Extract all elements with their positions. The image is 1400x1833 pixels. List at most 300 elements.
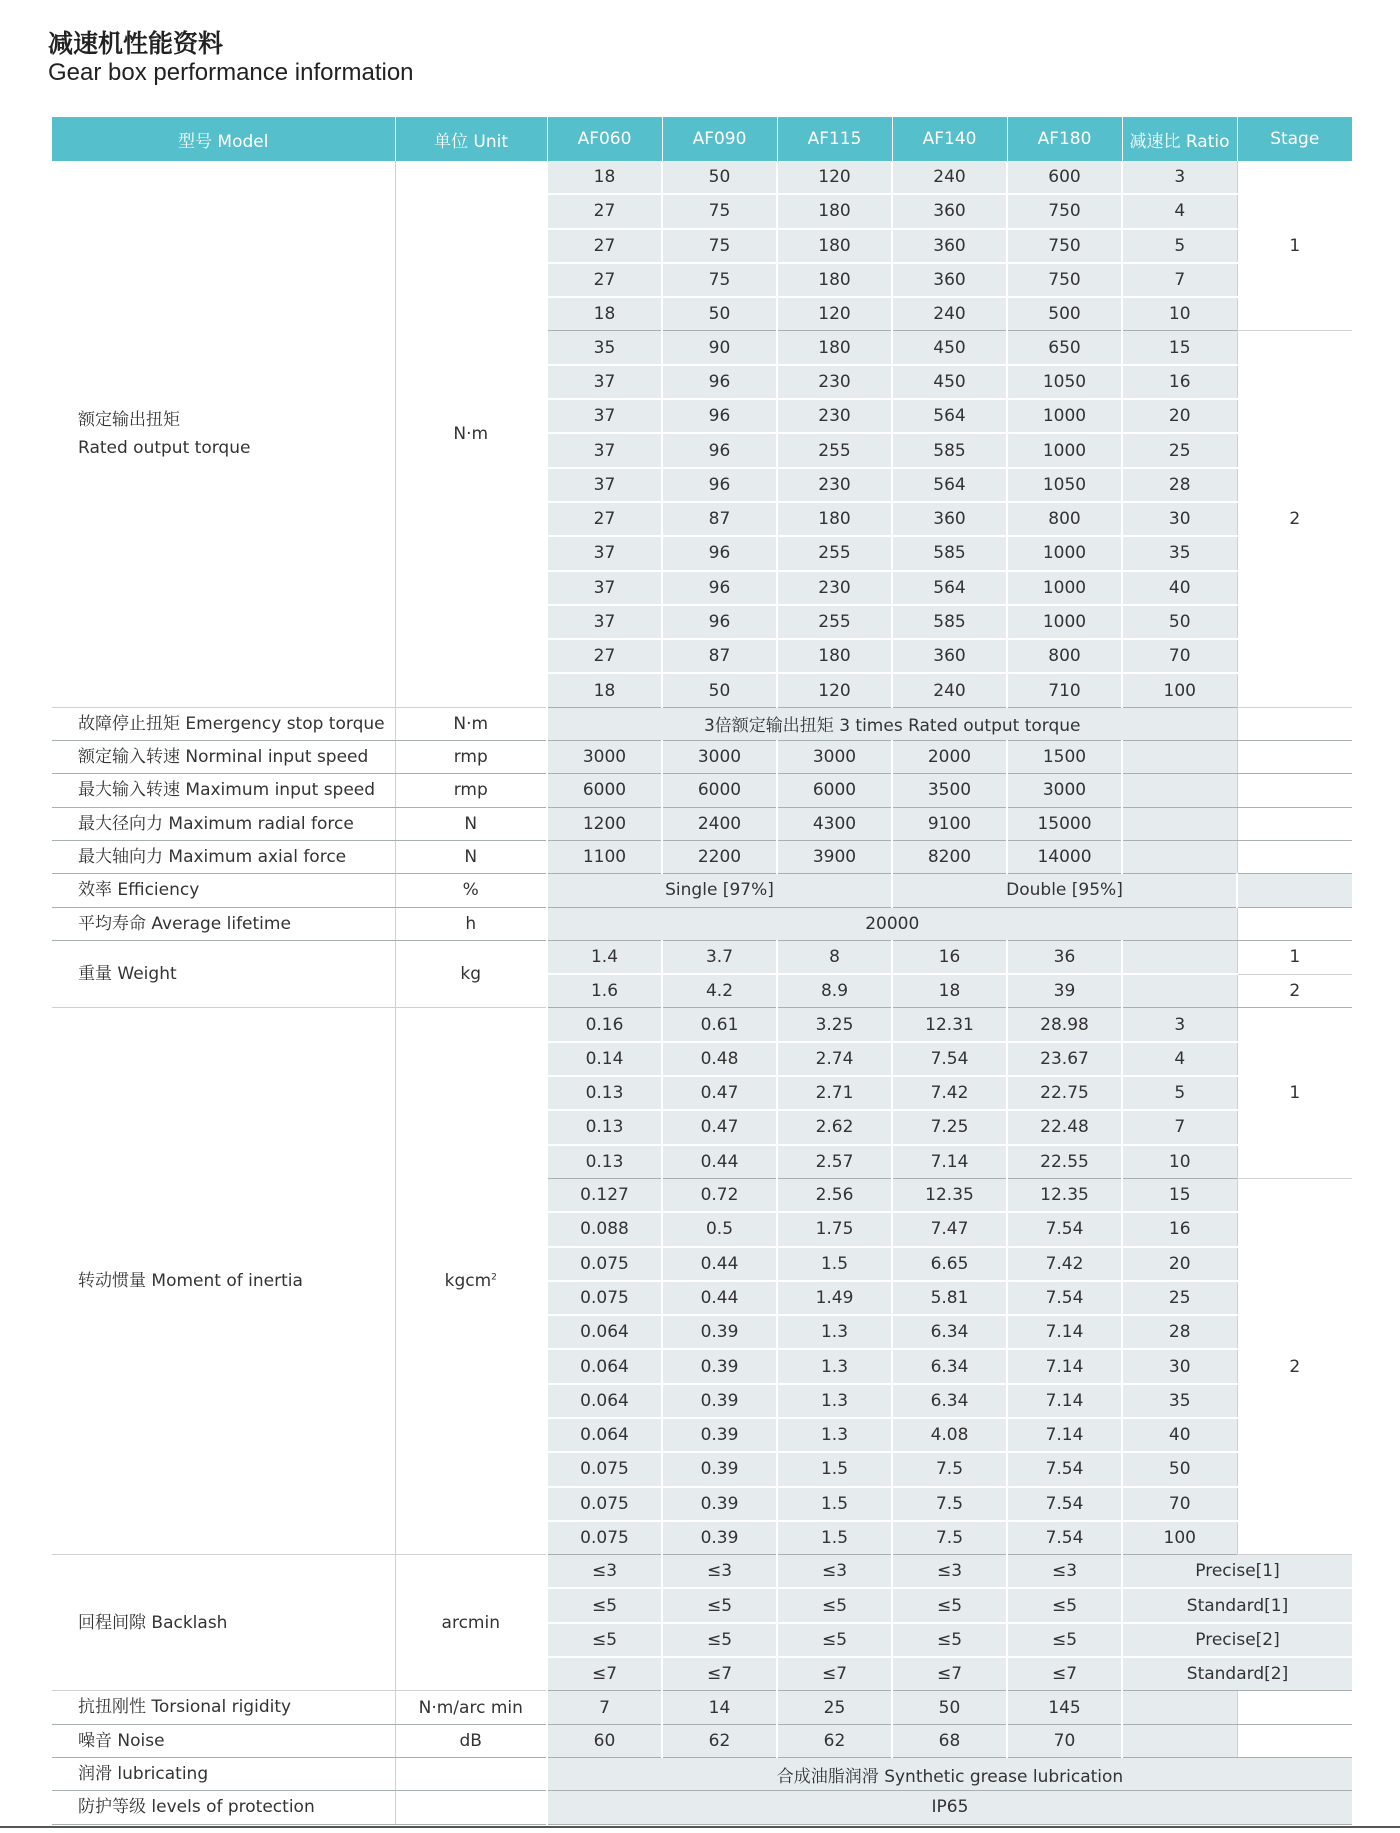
nominal-speed-unit: rmp bbox=[395, 741, 547, 774]
torque-value: 800 bbox=[1007, 639, 1122, 673]
torque-value: 96 bbox=[662, 365, 777, 399]
inertia-ratio: 20 bbox=[1122, 1247, 1237, 1281]
torque-value: 240 bbox=[892, 673, 1007, 707]
inertia-ratio: 25 bbox=[1122, 1281, 1237, 1315]
weight-stage: 1 bbox=[1237, 940, 1352, 974]
inertia-value: 22.75 bbox=[1007, 1076, 1122, 1110]
inertia-ratio: 100 bbox=[1122, 1521, 1237, 1555]
nominal-speed-label: 额定输入转速 Norminal input speed bbox=[52, 741, 395, 774]
inertia-value: 0.13 bbox=[547, 1076, 662, 1110]
inertia-value: 1.5 bbox=[777, 1487, 892, 1521]
inertia-value: 0.44 bbox=[662, 1145, 777, 1179]
torque-value: 37 bbox=[547, 571, 662, 605]
torque-value: 96 bbox=[662, 399, 777, 433]
axial-force-value: 14000 bbox=[1007, 840, 1122, 873]
torque-unit: N·m bbox=[395, 161, 547, 707]
inertia-value: 0.39 bbox=[662, 1315, 777, 1349]
torque-value: 37 bbox=[547, 399, 662, 433]
protection-row bbox=[52, 1791, 1352, 1824]
axial-force-row bbox=[52, 840, 1352, 873]
empty-cell bbox=[1122, 774, 1237, 807]
weight-row bbox=[52, 940, 1352, 974]
nominal-speed-row bbox=[52, 741, 1352, 774]
axial-force-value: 1100 bbox=[547, 840, 662, 873]
inertia-value: 7.5 bbox=[892, 1487, 1007, 1521]
header-af180: AF180 bbox=[1007, 117, 1122, 161]
inertia-value: 7.5 bbox=[892, 1521, 1007, 1555]
weight-value: 3.7 bbox=[662, 940, 777, 974]
inertia-value: 0.13 bbox=[547, 1145, 662, 1179]
backlash-value: ≤5 bbox=[892, 1588, 1007, 1622]
inertia-unit bbox=[395, 1008, 547, 1555]
torque-value: 37 bbox=[547, 605, 662, 639]
empty-cell bbox=[1237, 1724, 1352, 1757]
header-af115: AF115 bbox=[777, 117, 892, 161]
inertia-value: 0.16 bbox=[547, 1008, 662, 1042]
torque-value: 37 bbox=[547, 536, 662, 570]
max-speed-value: 6000 bbox=[777, 774, 892, 807]
torque-value: 37 bbox=[547, 468, 662, 502]
torque-value: 96 bbox=[662, 536, 777, 570]
weight-value: 18 bbox=[892, 974, 1007, 1008]
torque-ratio: 4 bbox=[1122, 194, 1237, 228]
backlash-grade: Standard[1] bbox=[1122, 1588, 1352, 1622]
torque-value: 1000 bbox=[1007, 571, 1122, 605]
inertia-value: 7.54 bbox=[1007, 1281, 1122, 1315]
inertia-ratio: 5 bbox=[1122, 1076, 1237, 1110]
backlash-value: ≤7 bbox=[662, 1657, 777, 1691]
torque-value: 50 bbox=[662, 297, 777, 331]
weight-value: 8 bbox=[777, 940, 892, 974]
performance-table-container bbox=[52, 117, 1352, 1825]
backlash-grade: Precise[1] bbox=[1122, 1555, 1352, 1589]
inertia-ratio: 16 bbox=[1122, 1212, 1237, 1246]
torque-ratio: 25 bbox=[1122, 433, 1237, 467]
inertia-value: 2.57 bbox=[777, 1145, 892, 1179]
backlash-value: ≤7 bbox=[777, 1657, 892, 1691]
torque-label-en: Rated output torque bbox=[78, 437, 251, 458]
backlash-value: ≤3 bbox=[662, 1555, 777, 1589]
torque-value: 450 bbox=[892, 365, 1007, 399]
inertia-label: 转动惯量 Moment of inertia bbox=[52, 1008, 395, 1555]
torque-value: 360 bbox=[892, 194, 1007, 228]
inertia-value: 2.74 bbox=[777, 1042, 892, 1076]
max-speed-value: 3500 bbox=[892, 774, 1007, 807]
backlash-unit: arcmin bbox=[395, 1555, 547, 1691]
torque-value: 120 bbox=[777, 297, 892, 331]
weight-value: 1.4 bbox=[547, 940, 662, 974]
emergency-label: 故障停止扭矩 Emergency stop torque bbox=[52, 707, 395, 740]
torque-value: 27 bbox=[547, 229, 662, 263]
max-speed-value: 6000 bbox=[662, 774, 777, 807]
backlash-value: ≤5 bbox=[777, 1623, 892, 1657]
torque-value: 750 bbox=[1007, 194, 1122, 228]
inertia-ratio: 28 bbox=[1122, 1315, 1237, 1349]
weight-stage: 2 bbox=[1237, 974, 1352, 1008]
torque-value: 96 bbox=[662, 433, 777, 467]
page-title-en: Gear box performance information bbox=[48, 59, 414, 86]
backlash-value: ≤3 bbox=[777, 1555, 892, 1589]
axial-force-value: 8200 bbox=[892, 840, 1007, 873]
empty-cell bbox=[1237, 840, 1352, 873]
header-unit: 单位 Unit bbox=[395, 117, 547, 161]
torque-value: 230 bbox=[777, 365, 892, 399]
torque-ratio: 7 bbox=[1122, 263, 1237, 297]
inertia-value: 0.075 bbox=[547, 1487, 662, 1521]
table-header bbox=[52, 117, 1352, 161]
torque-value: 585 bbox=[892, 605, 1007, 639]
inertia-value: 6.34 bbox=[892, 1315, 1007, 1349]
header-stage: Stage bbox=[1237, 117, 1352, 161]
torque-ratio: 100 bbox=[1122, 673, 1237, 707]
inertia-value: 0.39 bbox=[662, 1418, 777, 1452]
efficiency-row bbox=[52, 874, 1352, 907]
torque-ratio: 15 bbox=[1122, 331, 1237, 365]
lubricating-unit bbox=[395, 1757, 547, 1790]
radial-force-value: 1200 bbox=[547, 807, 662, 840]
inertia-value: 7.14 bbox=[1007, 1418, 1122, 1452]
torque-value: 180 bbox=[777, 331, 892, 365]
lubricating-value: 合成油脂润滑 Synthetic grease lubrication bbox=[547, 1757, 1352, 1790]
inertia-value: 0.39 bbox=[662, 1349, 777, 1383]
torque-ratio: 50 bbox=[1122, 605, 1237, 639]
torque-ratio: 10 bbox=[1122, 297, 1237, 331]
nominal-speed-value: 2000 bbox=[892, 741, 1007, 774]
inertia-value: 22.48 bbox=[1007, 1110, 1122, 1144]
efficiency-double: Double [95%] bbox=[892, 874, 1237, 907]
inertia-value: 0.44 bbox=[662, 1281, 777, 1315]
torque-value: 75 bbox=[662, 194, 777, 228]
inertia-value: 3.25 bbox=[777, 1008, 892, 1042]
torque-value: 75 bbox=[662, 229, 777, 263]
torque-value: 255 bbox=[777, 605, 892, 639]
noise-value: 62 bbox=[662, 1724, 777, 1757]
inertia-value: 7.54 bbox=[1007, 1212, 1122, 1246]
torque-value: 500 bbox=[1007, 297, 1122, 331]
backlash-grade: Precise[2] bbox=[1122, 1623, 1352, 1657]
torque-value: 230 bbox=[777, 571, 892, 605]
empty-cell bbox=[1122, 1724, 1237, 1757]
empty-cell bbox=[1237, 907, 1352, 940]
header-af090: AF090 bbox=[662, 117, 777, 161]
noise-label: 噪音 Noise bbox=[52, 1724, 395, 1757]
torque-ratio: 5 bbox=[1122, 229, 1237, 263]
rigidity-value: 25 bbox=[777, 1691, 892, 1724]
inertia-value: 1.3 bbox=[777, 1315, 892, 1349]
inertia-value: 1.5 bbox=[777, 1521, 892, 1555]
empty-cell bbox=[1122, 940, 1237, 974]
torque-value: 27 bbox=[547, 194, 662, 228]
inertia-value: 2.62 bbox=[777, 1110, 892, 1144]
rigidity-unit: N·m/arc min bbox=[395, 1691, 547, 1724]
inertia-ratio: 10 bbox=[1122, 1145, 1237, 1179]
header-af140: AF140 bbox=[892, 117, 1007, 161]
nominal-speed-value: 3000 bbox=[662, 741, 777, 774]
lifetime-label: 平均寿命 Average lifetime bbox=[52, 907, 395, 940]
torque-value: 1050 bbox=[1007, 365, 1122, 399]
inertia-value: 0.064 bbox=[547, 1384, 662, 1418]
noise-value: 62 bbox=[777, 1724, 892, 1757]
torque-value: 87 bbox=[662, 502, 777, 536]
inertia-unit-sup: 2 bbox=[491, 1272, 497, 1283]
torque-value: 564 bbox=[892, 571, 1007, 605]
weight-value: 1.6 bbox=[547, 974, 662, 1008]
inertia-value: 7.25 bbox=[892, 1110, 1007, 1144]
inertia-value: 2.71 bbox=[777, 1076, 892, 1110]
radial-force-label: 最大径向力 Maximum radial force bbox=[52, 807, 395, 840]
inertia-stage-2: 2 bbox=[1237, 1178, 1352, 1554]
radial-force-value: 4300 bbox=[777, 807, 892, 840]
noise-value: 60 bbox=[547, 1724, 662, 1757]
inertia-value: 0.47 bbox=[662, 1110, 777, 1144]
torque-value: 87 bbox=[662, 639, 777, 673]
torque-value: 360 bbox=[892, 229, 1007, 263]
torque-value: 650 bbox=[1007, 331, 1122, 365]
nominal-speed-value: 3000 bbox=[777, 741, 892, 774]
inertia-stage-1: 1 bbox=[1237, 1008, 1352, 1178]
inertia-value: 0.075 bbox=[547, 1452, 662, 1486]
inertia-value: 12.35 bbox=[1007, 1178, 1122, 1212]
inertia-value: 7.14 bbox=[892, 1145, 1007, 1179]
backlash-value: ≤5 bbox=[777, 1588, 892, 1622]
axial-force-value: 2200 bbox=[662, 840, 777, 873]
header-ratio: 减速比 Ratio bbox=[1122, 117, 1237, 161]
protection-value: IP65 bbox=[547, 1791, 1352, 1824]
empty-cell bbox=[1237, 707, 1352, 740]
backlash-value: ≤3 bbox=[547, 1555, 662, 1589]
noise-value: 70 bbox=[1007, 1724, 1122, 1757]
torque-value: 1000 bbox=[1007, 605, 1122, 639]
torque-value: 180 bbox=[777, 639, 892, 673]
weight-value: 8.9 bbox=[777, 974, 892, 1008]
radial-force-row bbox=[52, 807, 1352, 840]
lubricating-row bbox=[52, 1757, 1352, 1790]
table-body bbox=[52, 161, 1352, 1824]
bottom-divider bbox=[0, 1826, 1400, 1828]
torque-value: 27 bbox=[547, 263, 662, 297]
rigidity-value: 14 bbox=[662, 1691, 777, 1724]
inertia-value: 0.088 bbox=[547, 1212, 662, 1246]
torque-value: 1000 bbox=[1007, 399, 1122, 433]
backlash-value: ≤5 bbox=[1007, 1623, 1122, 1657]
torque-value: 750 bbox=[1007, 229, 1122, 263]
lifetime-unit: h bbox=[395, 907, 547, 940]
torque-label-zh: 额定输出扭矩 bbox=[78, 409, 180, 430]
weight-value: 36 bbox=[1007, 940, 1122, 974]
inertia-ratio: 35 bbox=[1122, 1384, 1237, 1418]
lifetime-value: 20000 bbox=[547, 907, 1237, 940]
backlash-label: 回程间隙 Backlash bbox=[52, 1555, 395, 1691]
torque-value: 710 bbox=[1007, 673, 1122, 707]
torque-value: 240 bbox=[892, 297, 1007, 331]
header-model: 型号 Model bbox=[52, 117, 395, 161]
torque-value: 90 bbox=[662, 331, 777, 365]
empty-cell bbox=[1237, 1691, 1352, 1724]
inertia-value: 7.54 bbox=[1007, 1521, 1122, 1555]
inertia-ratio: 50 bbox=[1122, 1452, 1237, 1486]
inertia-value: 7.47 bbox=[892, 1212, 1007, 1246]
radial-force-value: 15000 bbox=[1007, 807, 1122, 840]
lifetime-row bbox=[52, 907, 1352, 940]
torque-stage-1: 1 bbox=[1237, 161, 1352, 331]
header-af060: AF060 bbox=[547, 117, 662, 161]
inertia-value: 7.54 bbox=[1007, 1487, 1122, 1521]
inertia-value: 0.075 bbox=[547, 1521, 662, 1555]
weight-value: 16 bbox=[892, 940, 1007, 974]
torque-value: 18 bbox=[547, 161, 662, 194]
inertia-value: 7.14 bbox=[1007, 1384, 1122, 1418]
empty-cell bbox=[1237, 874, 1352, 907]
backlash-value: ≤5 bbox=[1007, 1588, 1122, 1622]
empty-cell bbox=[1237, 774, 1352, 807]
rigidity-row bbox=[52, 1691, 1352, 1724]
inertia-value: 0.064 bbox=[547, 1315, 662, 1349]
inertia-value: 0.127 bbox=[547, 1178, 662, 1212]
inertia-value: 12.31 bbox=[892, 1008, 1007, 1042]
inertia-value: 6.34 bbox=[892, 1349, 1007, 1383]
torque-ratio: 30 bbox=[1122, 502, 1237, 536]
max-speed-row bbox=[52, 774, 1352, 807]
empty-cell bbox=[1122, 840, 1237, 873]
torque-value: 585 bbox=[892, 433, 1007, 467]
inertia-value: 7.42 bbox=[892, 1076, 1007, 1110]
inertia-value: 0.5 bbox=[662, 1212, 777, 1246]
empty-cell bbox=[1122, 807, 1237, 840]
torque-value: 37 bbox=[547, 365, 662, 399]
efficiency-label: 效率 Efficiency bbox=[52, 874, 395, 907]
performance-table bbox=[52, 117, 1352, 1825]
torque-value: 1000 bbox=[1007, 433, 1122, 467]
inertia-value: 0.064 bbox=[547, 1349, 662, 1383]
backlash-value: ≤5 bbox=[547, 1623, 662, 1657]
emergency-row bbox=[52, 707, 1352, 740]
torque-value: 96 bbox=[662, 468, 777, 502]
noise-value: 68 bbox=[892, 1724, 1007, 1757]
torque-value: 255 bbox=[777, 433, 892, 467]
inertia-ratio: 4 bbox=[1122, 1042, 1237, 1076]
inertia-value: 0.39 bbox=[662, 1452, 777, 1486]
inertia-value: 0.72 bbox=[662, 1178, 777, 1212]
backlash-value: ≤5 bbox=[892, 1623, 1007, 1657]
inertia-value: 0.075 bbox=[547, 1281, 662, 1315]
rigidity-label: 抗扭刚性 Torsional rigidity bbox=[52, 1691, 395, 1724]
inertia-value: 0.39 bbox=[662, 1384, 777, 1418]
inertia-value: 1.75 bbox=[777, 1212, 892, 1246]
torque-value: 50 bbox=[662, 161, 777, 194]
inertia-value: 0.13 bbox=[547, 1110, 662, 1144]
inertia-value: 1.3 bbox=[777, 1384, 892, 1418]
emergency-value: 3倍额定输出扭矩 3 times Rated output torque bbox=[547, 707, 1237, 740]
inertia-row bbox=[52, 1008, 1352, 1042]
inertia-value: 0.39 bbox=[662, 1487, 777, 1521]
torque-value: 1050 bbox=[1007, 468, 1122, 502]
noise-unit: dB bbox=[395, 1724, 547, 1757]
efficiency-single: Single [97%] bbox=[547, 874, 892, 907]
axial-force-unit: N bbox=[395, 840, 547, 873]
inertia-value: 0.14 bbox=[547, 1042, 662, 1076]
inertia-value: 0.064 bbox=[547, 1418, 662, 1452]
inertia-value: 7.14 bbox=[1007, 1315, 1122, 1349]
inertia-value: 5.81 bbox=[892, 1281, 1007, 1315]
torque-ratio: 16 bbox=[1122, 365, 1237, 399]
inertia-value: 0.48 bbox=[662, 1042, 777, 1076]
torque-value: 230 bbox=[777, 399, 892, 433]
backlash-value: ≤3 bbox=[892, 1555, 1007, 1589]
inertia-value: 1.3 bbox=[777, 1349, 892, 1383]
torque-value: 564 bbox=[892, 399, 1007, 433]
rigidity-value: 50 bbox=[892, 1691, 1007, 1724]
torque-value: 360 bbox=[892, 263, 1007, 297]
inertia-value: 7.14 bbox=[1007, 1349, 1122, 1383]
radial-force-value: 2400 bbox=[662, 807, 777, 840]
torque-ratio: 70 bbox=[1122, 639, 1237, 673]
backlash-value: ≤7 bbox=[892, 1657, 1007, 1691]
rigidity-value: 145 bbox=[1007, 1691, 1122, 1724]
inertia-value: 0.39 bbox=[662, 1521, 777, 1555]
torque-value: 360 bbox=[892, 639, 1007, 673]
torque-value: 27 bbox=[547, 639, 662, 673]
inertia-value: 0.61 bbox=[662, 1008, 777, 1042]
nominal-speed-value: 3000 bbox=[547, 741, 662, 774]
emergency-unit: N·m bbox=[395, 707, 547, 740]
empty-cell bbox=[1122, 1691, 1237, 1724]
torque-stage-2: 2 bbox=[1237, 331, 1352, 707]
torque-value: 750 bbox=[1007, 263, 1122, 297]
torque-value: 18 bbox=[547, 297, 662, 331]
protection-label: 防护等级 levels of protection bbox=[52, 1791, 395, 1824]
weight-label: 重量 Weight bbox=[52, 940, 395, 1008]
torque-value: 180 bbox=[777, 502, 892, 536]
backlash-value: ≤3 bbox=[1007, 1555, 1122, 1589]
inertia-value: 7.54 bbox=[1007, 1452, 1122, 1486]
inertia-ratio: 30 bbox=[1122, 1349, 1237, 1383]
efficiency-unit: % bbox=[395, 874, 547, 907]
torque-value: 75 bbox=[662, 263, 777, 297]
backlash-value: ≤7 bbox=[1007, 1657, 1122, 1691]
weight-value: 39 bbox=[1007, 974, 1122, 1008]
torque-value: 360 bbox=[892, 502, 1007, 536]
header-row bbox=[52, 117, 1352, 161]
torque-value: 240 bbox=[892, 161, 1007, 194]
torque-value: 800 bbox=[1007, 502, 1122, 536]
inertia-value: 6.34 bbox=[892, 1384, 1007, 1418]
torque-value: 1000 bbox=[1007, 536, 1122, 570]
empty-cell bbox=[1122, 974, 1237, 1008]
inertia-value: 2.56 bbox=[777, 1178, 892, 1212]
backlash-grade: Standard[2] bbox=[1122, 1657, 1352, 1691]
max-speed-unit: rmp bbox=[395, 774, 547, 807]
axial-force-label: 最大轴向力 Maximum axial force bbox=[52, 840, 395, 873]
max-speed-value: 3000 bbox=[1007, 774, 1122, 807]
empty-cell bbox=[1237, 741, 1352, 774]
axial-force-value: 3900 bbox=[777, 840, 892, 873]
inertia-value: 0.44 bbox=[662, 1247, 777, 1281]
torque-value: 96 bbox=[662, 605, 777, 639]
backlash-value: ≤5 bbox=[662, 1623, 777, 1657]
torque-value: 585 bbox=[892, 536, 1007, 570]
max-speed-value: 6000 bbox=[547, 774, 662, 807]
torque-value: 255 bbox=[777, 536, 892, 570]
lubricating-label: 润滑 lubricating bbox=[52, 1757, 395, 1790]
weight-value: 4.2 bbox=[662, 974, 777, 1008]
backlash-value: ≤7 bbox=[547, 1657, 662, 1691]
inertia-value: 1.49 bbox=[777, 1281, 892, 1315]
torque-ratio: 35 bbox=[1122, 536, 1237, 570]
torque-ratio: 40 bbox=[1122, 571, 1237, 605]
torque-label bbox=[52, 161, 395, 707]
torque-value: 96 bbox=[662, 571, 777, 605]
rigidity-value: 7 bbox=[547, 1691, 662, 1724]
